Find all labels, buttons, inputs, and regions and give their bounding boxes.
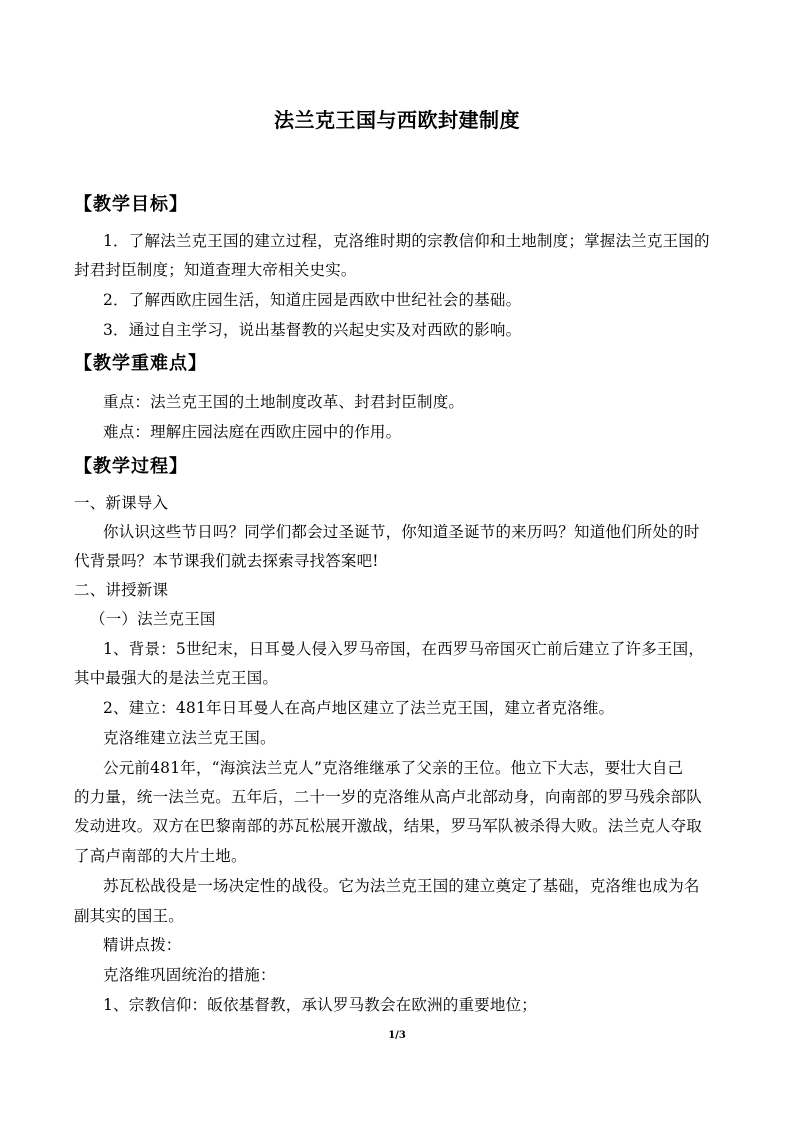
story-line-2: 的力量，统一法兰克。五年后，二十一岁的克洛维从高卢北部动身，向南部的罗马残余部队 — [74, 788, 703, 806]
background-line-2: 其中最强大的是法兰克王国。 — [74, 669, 279, 687]
intro-line-1: 你认识这些节日吗？同学们都会过圣诞节，你知道圣诞节的来历吗？知道他们所处的时 — [103, 523, 700, 541]
measure-line-1: 1、宗教信仰：皈依基督教，承认罗马教会在欧洲的重要地位； — [103, 996, 537, 1014]
story-line-3: 发动进攻。双方在巴黎南部的苏瓦松展开激战，结果，罗马军队被杀得大败。法兰克人夺取 — [74, 817, 703, 835]
subsection-frankish-kingdom: （一）法兰克王国 — [90, 610, 216, 628]
objective-line-1: 1．了解法兰克王国的建立过程，克洛维时期的宗教信仰和土地制度；掌握法兰克王国的 — [103, 232, 710, 250]
intro-line-2: 代背景吗？本节课我们就去探索寻找答案吧! — [74, 552, 379, 570]
establishment-line: 2、建立：481年日耳曼人在高卢地区建立了法兰克王国，建立者克洛维。 — [103, 699, 615, 717]
section-intro-heading: 一、新课导入 — [74, 494, 169, 512]
keypoint-difficult: 难点：理解庄园法庭在西欧庄园中的作用。 — [103, 423, 402, 441]
objective-line-3: 2．了解西欧庄园生活，知道庄园是西欧中世纪社会的基础。 — [103, 291, 522, 309]
section-new-lesson-heading: 二、讲授新课 — [74, 581, 169, 599]
document-title: 法兰克王国与西欧封建制度 — [274, 108, 520, 132]
battle-line-1: 苏瓦松战役是一场决定性的战役。它为法兰克王国的建立奠定了基础，克洛维也成为名 — [103, 877, 700, 895]
objective-line-4: 3．通过自主学习，说出基督教的兴起史实及对西欧的影响。 — [103, 321, 522, 339]
story-line-4: 了高卢南部的大片土地。 — [74, 847, 247, 865]
process-heading: 【教学过程】 — [74, 456, 188, 477]
measures-label: 克洛维巩固统治的措施： — [103, 966, 276, 984]
keypoint-important: 重点：法兰克王国的土地制度改革、封君封臣制度。 — [103, 393, 465, 411]
tips-label: 精讲点拨： — [103, 936, 182, 954]
objectives-heading: 【教学目标】 — [74, 194, 188, 215]
keypoints-heading: 【教学重难点】 — [74, 353, 207, 374]
battle-line-2: 副其实的国王。 — [74, 907, 184, 925]
story-line-1: 公元前481年，“海滨法兰克人”克洛维继承了父亲的王位。他立下大志，要壮大自己 — [103, 759, 684, 777]
clovis-title-line: 克洛维建立法兰克王国。 — [103, 729, 276, 747]
background-line-1: 1、背景：5世纪末，日耳曼人侵入罗马帝国，在西罗马帝国灭亡前后建立了许多王国， — [103, 640, 705, 658]
objective-line-2: 封君封臣制度；知道查理大帝相关史实。 — [74, 261, 357, 279]
page-number: 1/3 — [388, 1030, 406, 1041]
